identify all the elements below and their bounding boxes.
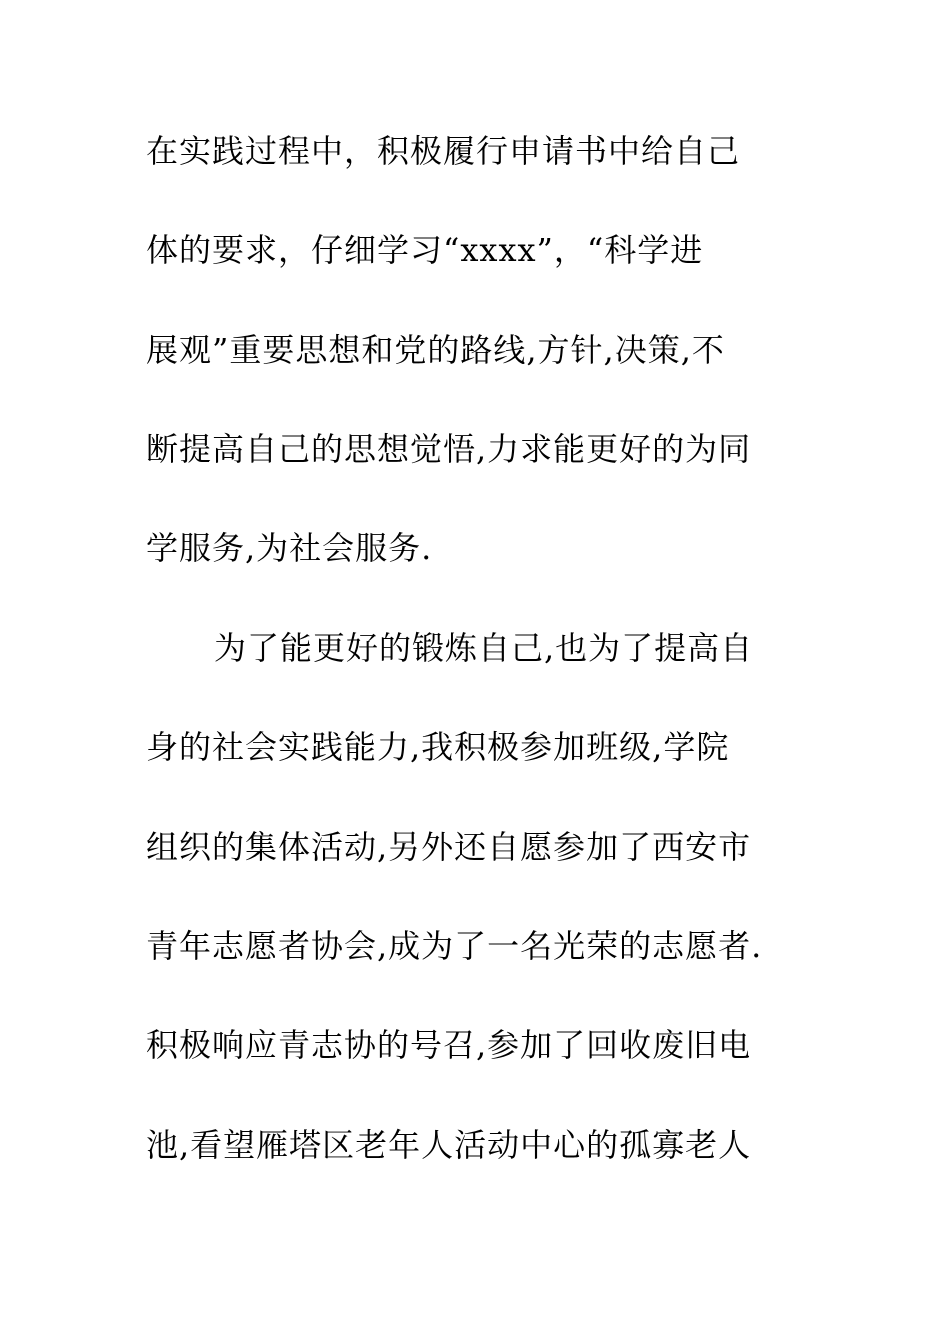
text-line-10: 积极响应青志协的号召,参加了回收废旧电 (146, 1026, 752, 1064)
text-line-1: 在实践过程中，积极履行申请书中给自己 (146, 132, 741, 170)
text-line-11: 池,看望雁塔区老年人活动中心的孤寡老人 (146, 1126, 752, 1164)
text-line-7: 身的社会实践能力,我积极参加班级,学院 (146, 728, 730, 766)
text-line-6: 为了能更好的锻炼自己,也为了提高自 (214, 629, 754, 667)
text-line-9: 青年志愿者协会,成为了一名光荣的志愿者. (146, 927, 763, 965)
text-line-3: 展观”重要思想和党的路线,方针,决策,不 (146, 331, 725, 369)
text-line-5: 学服务,为社会服务. (146, 529, 433, 567)
text-line-4: 断提高自己的思想觉悟,力求能更好的为同 (146, 430, 752, 468)
text-line-2: 体的要求，仔细学习“xxxx”，“科学进 (146, 231, 704, 269)
text-line-8: 组织的集体活动,另外还自愿参加了西安市 (146, 828, 752, 866)
